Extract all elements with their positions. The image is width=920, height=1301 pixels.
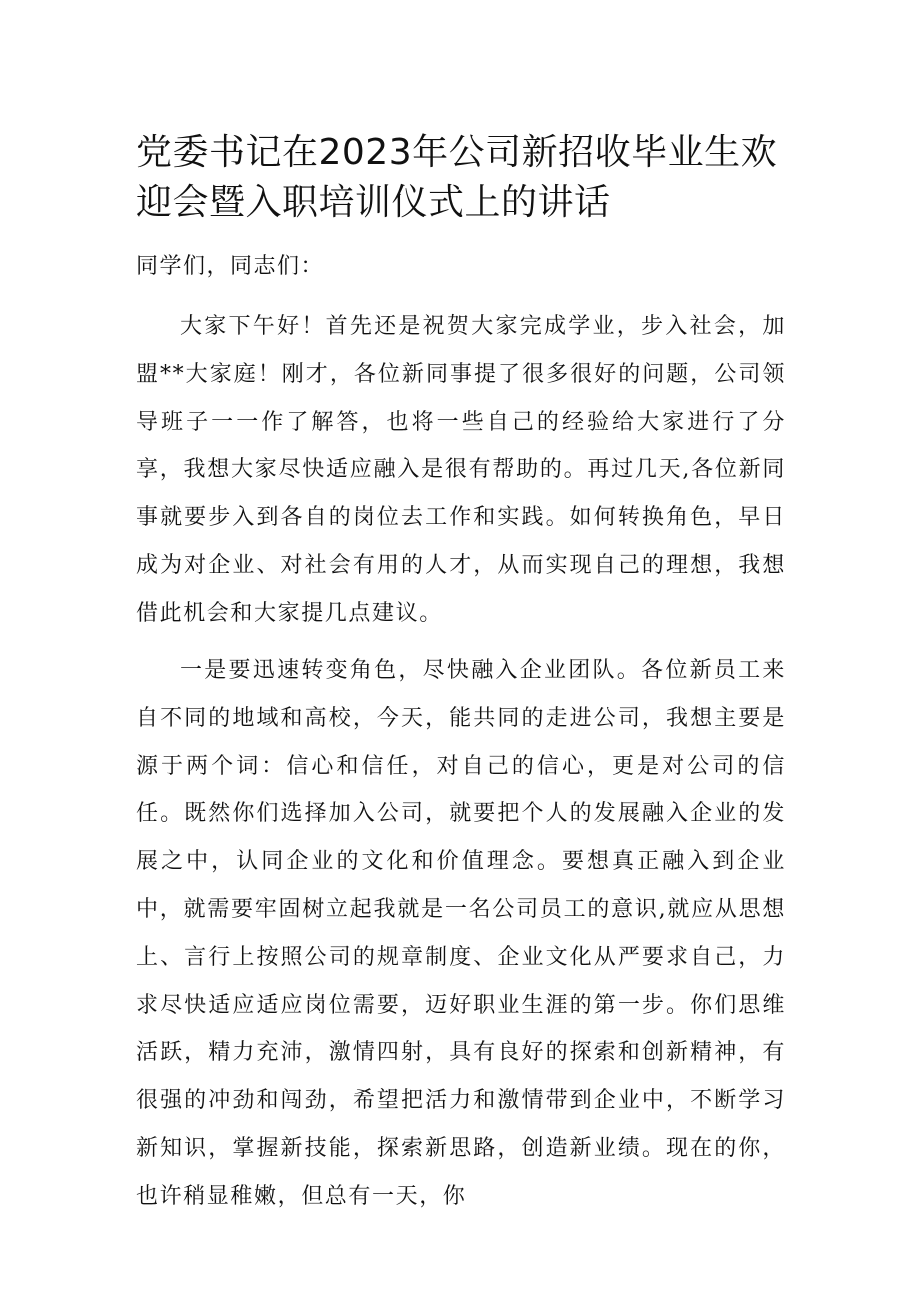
salutation: 同学们，同志们： (136, 254, 325, 279)
paragraph-greeting: 大家下午好！首先还是祝贺大家完成学业，步入社会，加盟**大家庭！刚才，各位新同事提了很多很好的问题，公司领导班子一一作了解答，也将一些自己的经验给大家进行了分享，我想大家尽快适应融入是很有帮助的。再过几天,各位新同事就要步入到各自的岗位去工作和实践。如何转换角色，早日成为对企业、对社会有用的人才，从而实现自己的理想，我想借此机会和大家提几点建议。 (136, 314, 786, 626)
document-title: 党委书记在2023年公司新招收毕业生欢迎会暨入职培训仪式上的讲话 (136, 132, 778, 223)
paragraph-point-one: 一是要迅速转变角色，尽快融入企业团队。各位新员工来自不同的地域和高校，今天，能共同的走进公司，我想主要是源于两个词：信心和信任，对自己的信心，更是对公司的信任。既然你们选择加入公司，就要把个人的发展融入企业的发展之中，认同企业的文化和价值理念。要想真正融入到企业中，就需要牢固树立起我就是一名公司员工的意识,就应从思想上、言行上按照公司的规章制度、企业文化从严要求自己，力求尽快适应适应岗位需要，迈好职业生涯的第一步。你们思维活跃，精力充沛，激情四射，具有良好的探索和创新精神，有很强的冲劲和闯劲，希望把活力和激情带到企业中，不断学习新知识，掌握新技能，探索新思路，创造新业绩。现在的你，也许稍显稚嫩，但总有一天，你 (136, 658, 786, 1209)
